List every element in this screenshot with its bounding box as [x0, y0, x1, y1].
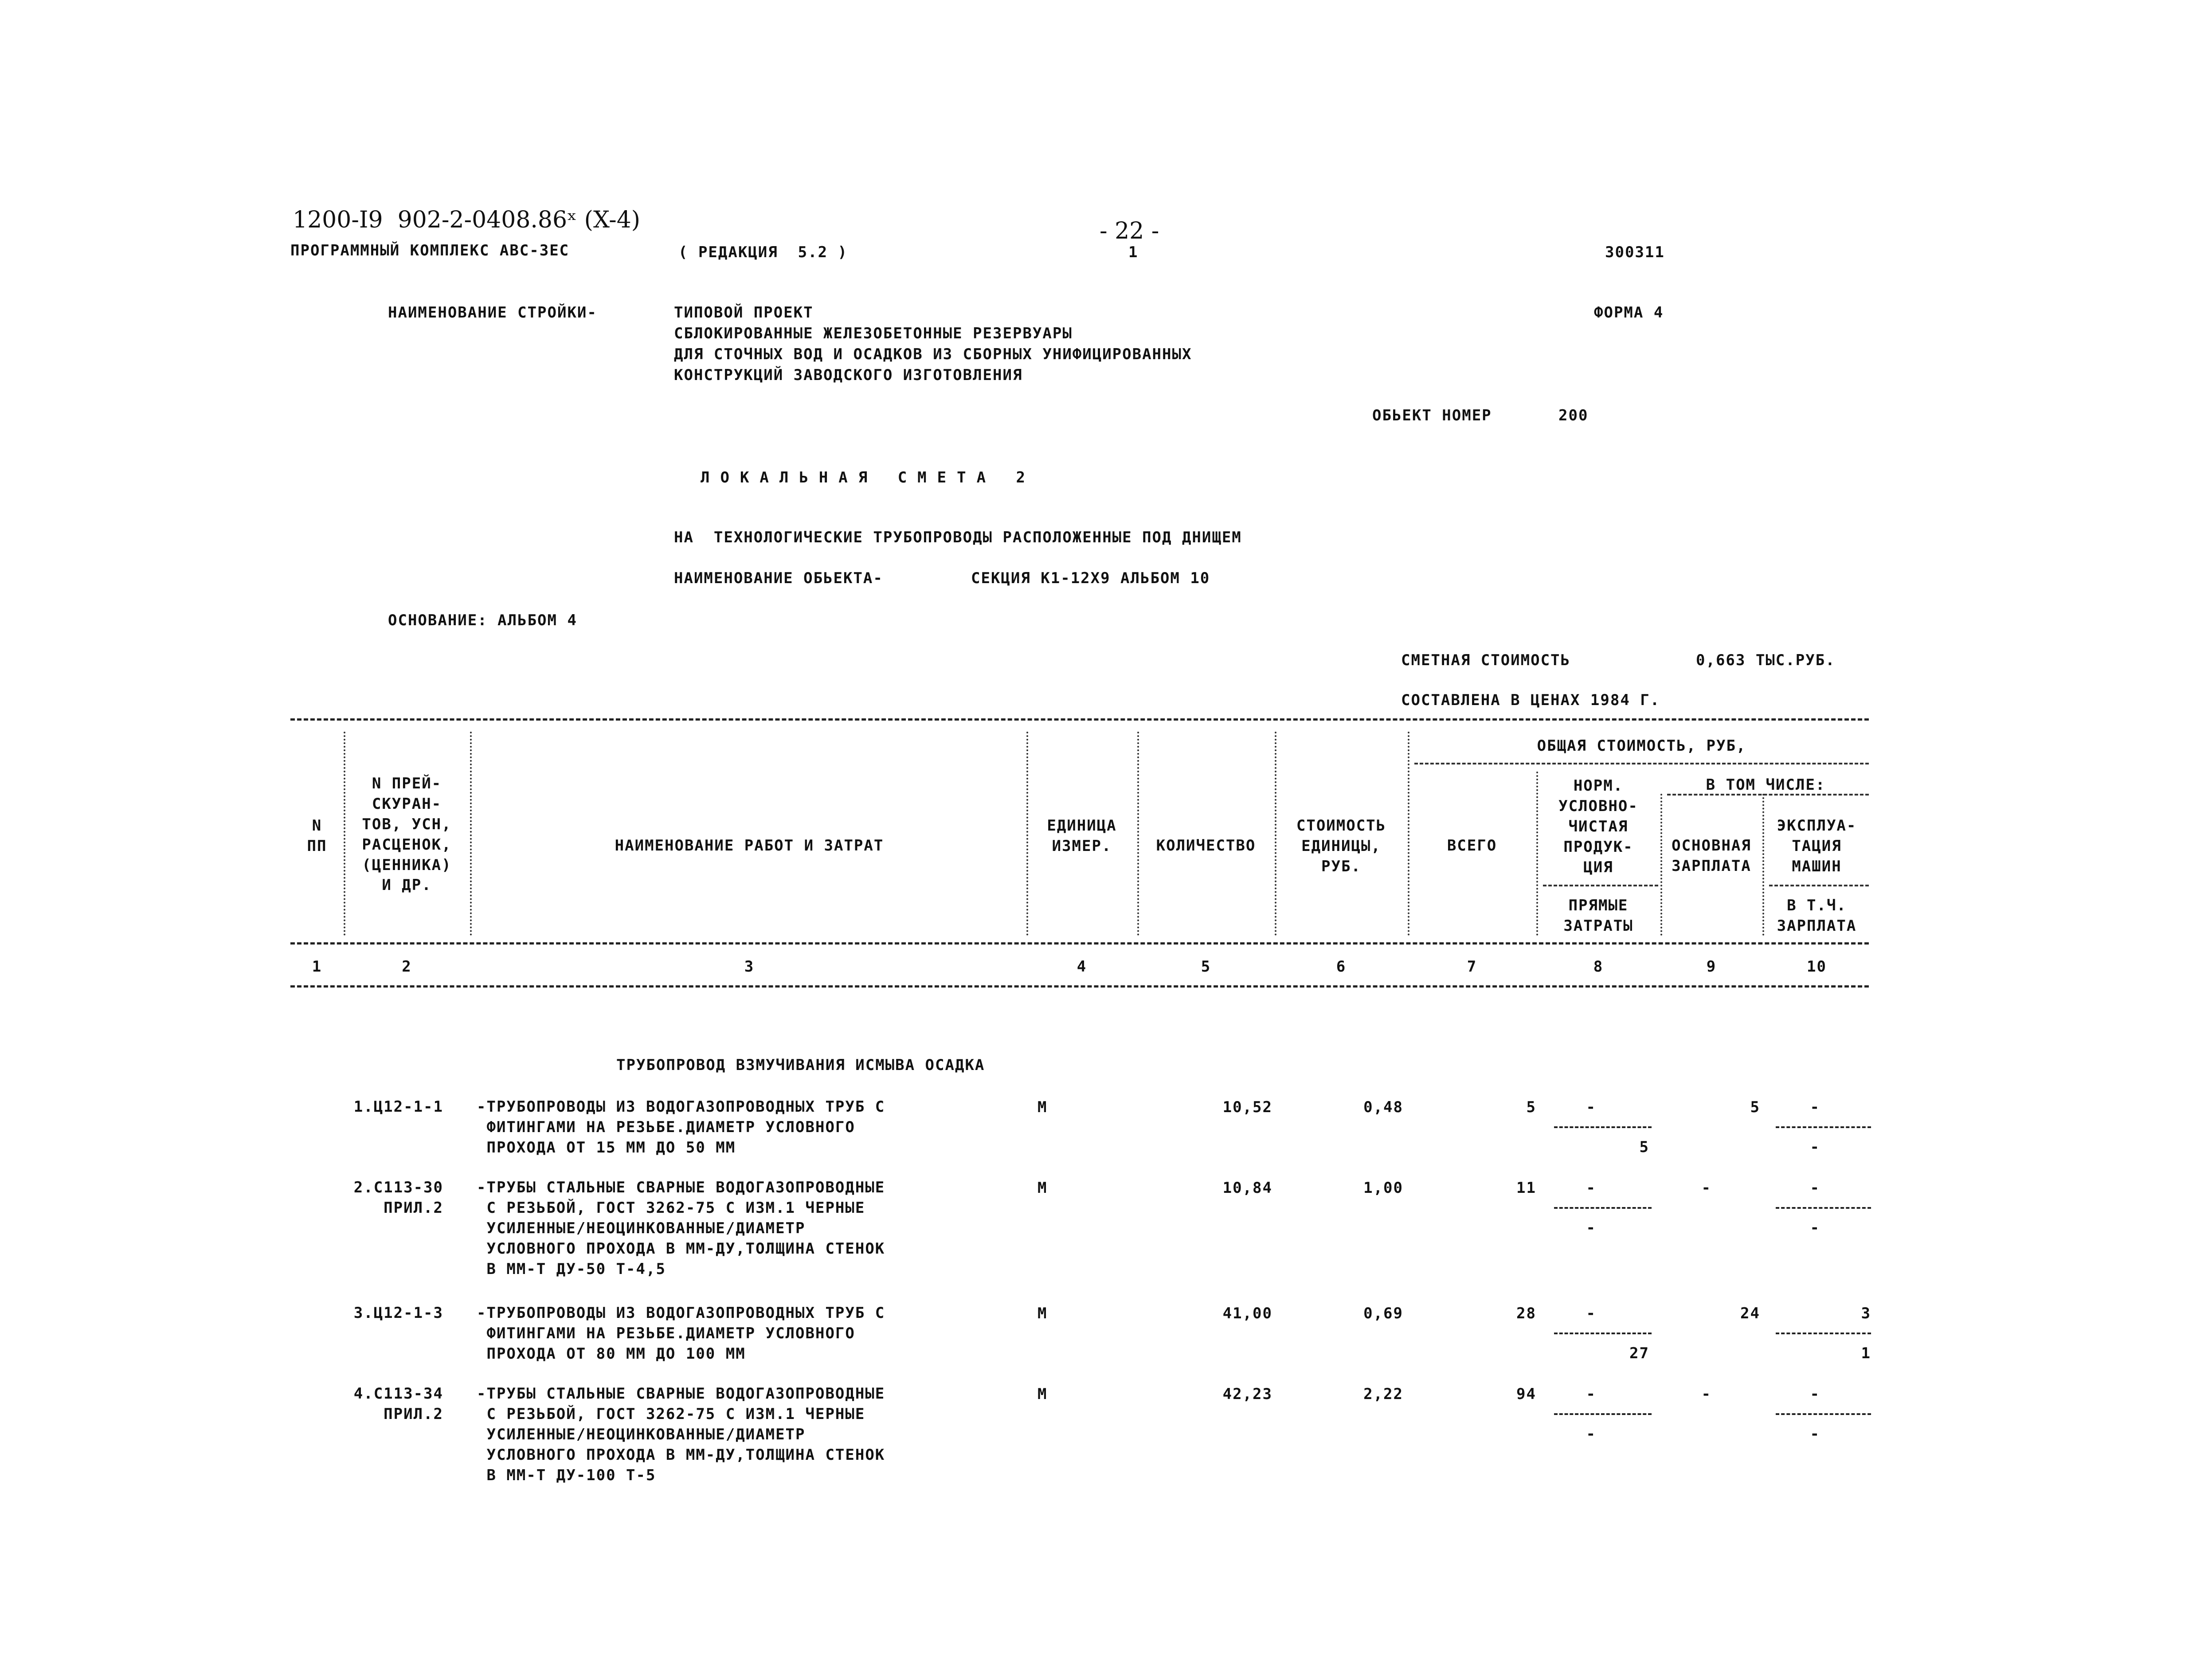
- item-unit-price: 2,22: [1363, 1385, 1403, 1403]
- object-number-label: ОБЬЕКТ НОМЕР: [1372, 407, 1492, 424]
- header-col-5: КОЛИЧЕСТВО: [1156, 837, 1256, 854]
- item-unit: М: [1037, 1385, 1048, 1403]
- item-col8-top: -: [1586, 1385, 1596, 1403]
- item-quantity: 42,23: [1222, 1385, 1272, 1403]
- item-total: 28: [1516, 1305, 1536, 1322]
- col-separator: [1026, 732, 1028, 936]
- cost-label: СМЕТНАЯ СТОИМОСТЬ: [1401, 651, 1570, 669]
- item-code: 3.Ц12-1-3: [353, 1304, 443, 1322]
- header-col-10-bottom: В Т.Ч. ЗАРПЛАТА: [1777, 897, 1857, 935]
- form-number: ФОРМА 4: [1594, 304, 1664, 321]
- item-description: -ТРУБОПРОВОДЫ ИЗ ВОДОГАЗОПРОВОДНЫХ ТРУБ С ФИТИНГАМИ НА РЕЗЬБЕ.ДИАМЕТР УСЛОВНОГО ПРОХОДА ОТ 80 ММ ДО 100 ММ: [477, 1304, 885, 1363]
- item-col8-bottom: -: [1586, 1219, 1596, 1237]
- object-name: СЕКЦИЯ К1-12Х9 АЛЬБОМ 10: [971, 569, 1210, 587]
- item-col8-top: -: [1586, 1098, 1596, 1116]
- item-col8-bottom: 5: [1639, 1138, 1649, 1156]
- item-col9: -: [1701, 1179, 1711, 1197]
- col-separator: [1408, 732, 1409, 936]
- header-col-7: ВСЕГО: [1447, 837, 1497, 854]
- col-number-5: 5: [1201, 958, 1211, 976]
- header-total-cost: ОБЩАЯ СТОИМОСТЬ, РУБ,: [1537, 737, 1746, 755]
- item-col9: -: [1701, 1385, 1711, 1403]
- col-separator: [1275, 732, 1276, 936]
- total-cost-divider: [1414, 763, 1869, 764]
- program-name: ПРОГРАММНЫЙ КОМПЛЕКС АВС-3ЕС: [290, 242, 570, 259]
- item-col10-top: -: [1810, 1098, 1820, 1116]
- item-quantity: 41,00: [1222, 1305, 1272, 1322]
- header-col-2: N ПРЕЙ- СКУРАН- ТОВ, УСН, РАСЦЕНОК, (ЦЕННИКА) И ДР.: [362, 775, 452, 894]
- construction-line-3: ДЛЯ СТОЧНЫХ ВОД И ОСАДКОВ ИЗ СБОРНЫХ УНИФИЦИРОВАННЫХ: [674, 345, 1192, 363]
- object-number: 200: [1558, 407, 1589, 424]
- header-col-4: ЕДИНИЦА ИЗМЕР.: [1047, 817, 1117, 855]
- estimate-subject: НА ТЕХНОЛОГИЧЕСКИЕ ТРУБОПРОВОДЫ РАСПОЛОЖЕННЫЕ ПОД ДНИЩЕМ: [674, 529, 1242, 546]
- item-col10-divider: [1776, 1126, 1871, 1128]
- item-col9: 5: [1750, 1098, 1760, 1116]
- item-col8-divider: [1554, 1207, 1652, 1209]
- item-col8-bottom: 27: [1629, 1344, 1649, 1362]
- construction-line-2: СБЛОКИРОВАННЫЕ ЖЕЛЕЗОБЕТОННЫЕ РЕЗЕРВУАРЫ: [674, 325, 1073, 342]
- col-separator: [470, 732, 472, 936]
- construction-label: НАИМЕНОВАНИЕ СТРОЙКИ-: [388, 304, 597, 321]
- item-col8-divider: [1554, 1126, 1652, 1128]
- item-code: 4.С113-34 ПРИЛ.2: [353, 1385, 443, 1423]
- item-unit-price: 0,69: [1363, 1305, 1403, 1322]
- item-col8-top: -: [1586, 1305, 1596, 1322]
- col-number-2: 2: [402, 958, 412, 976]
- construction-line-1: ТИПОВОЙ ПРОЕКТ: [674, 304, 814, 321]
- numbers-bottom-border: [290, 985, 1869, 988]
- item-description: -ТРУБЫ СТАЛЬНЫЕ СВАРНЫЕ ВОДОГАЗОПРОВОДНЫЕ С РЕЗЬБОЙ, ГОСТ 3262-75 С ИЗМ.1 ЧЕРНЫЕ УСИЛЕННЫЕ/НЕОЦИНКОВАННЫЕ/ДИАМЕТР УСЛОВНОГО ПРОХОДА В ММ-ДУ,ТОЛЩИНА СТЕНОК В ММ-Т ДУ-50 Т-4,5: [477, 1179, 885, 1278]
- estimate-title: ЛОКАЛЬНАЯ СМЕТА 2: [701, 469, 1036, 486]
- col-separator: [1137, 732, 1139, 936]
- item-code: 2.С113-30 ПРИЛ.2: [353, 1179, 443, 1217]
- item-col10-top: -: [1810, 1179, 1820, 1197]
- col-separator: [1660, 794, 1662, 936]
- header-bottom-border: [290, 942, 1869, 945]
- col-separator: [1536, 772, 1538, 936]
- header-including: В ТОМ ЧИСЛЕ:: [1706, 776, 1826, 794]
- item-total: 5: [1526, 1098, 1536, 1116]
- col-number-6: 6: [1336, 958, 1347, 976]
- basis: ОСНОВАНИЕ: АЛЬБОМ 4: [388, 611, 577, 629]
- header-col-6: СТОИМОСТЬ ЕДИНИЦЫ, РУБ.: [1296, 817, 1386, 875]
- col-number-4: 4: [1077, 958, 1087, 976]
- col-separator: [344, 732, 345, 936]
- item-col8-bottom: -: [1586, 1425, 1596, 1443]
- item-unit: М: [1037, 1305, 1048, 1322]
- item-col10-divider: [1776, 1207, 1871, 1209]
- item-col10-divider: [1776, 1333, 1871, 1334]
- col-number-7: 7: [1467, 958, 1477, 976]
- col8-divider: [1543, 885, 1658, 886]
- item-col10-bottom: -: [1810, 1425, 1820, 1443]
- header-col-8-top: НОРМ. УСЛОВНО- ЧИСТАЯ ПРОДУК- ЦИЯ: [1558, 777, 1638, 876]
- page-number: - 22 -: [1100, 218, 1159, 244]
- object-name-label: НАИМЕНОВАНИЕ ОБЬЕКТА-: [674, 569, 883, 587]
- col-separator: [1762, 794, 1764, 936]
- item-unit-price: 1,00: [1363, 1179, 1403, 1197]
- section-title: ТРУБОПРОВОД ВЗМУЧИВАНИЯ ИСМЫВА ОСАДКА: [616, 1056, 985, 1074]
- header-col-3: НАИМЕНОВАНИЕ РАБОТ И ЗАТРАТ: [615, 837, 884, 854]
- col-number-8: 8: [1593, 958, 1604, 976]
- col-number-1: 1: [312, 958, 322, 976]
- item-unit: М: [1037, 1179, 1048, 1197]
- item-col8-divider: [1554, 1333, 1652, 1334]
- sheet-number: 1: [1128, 243, 1139, 261]
- col-number-3: 3: [744, 958, 755, 976]
- item-col10-bottom: -: [1810, 1138, 1820, 1156]
- header-col-8-bottom: ПРЯМЫЕ ЗАТРАТЫ: [1563, 897, 1633, 935]
- item-quantity: 10,84: [1222, 1179, 1272, 1197]
- item-description: -ТРУБЫ СТАЛЬНЫЕ СВАРНЫЕ ВОДОГАЗОПРОВОДНЫЕ С РЕЗЬБОЙ, ГОСТ 3262-75 С ИЗМ.1 ЧЕРНЫЕ УСИЛЕННЫЕ/НЕОЦИНКОВАННЫЕ/ДИАМЕТР УСЛОВНОГО ПРОХОДА В ММ-ДУ,ТОЛЩИНА СТЕНОК В ММ-Т ДУ-100 Т-5: [477, 1385, 885, 1484]
- item-col10-top: -: [1810, 1385, 1820, 1403]
- cost-value: 0,663 ТЫС.РУБ.: [1696, 651, 1836, 669]
- item-total: 94: [1516, 1385, 1536, 1403]
- item-unit-price: 0,48: [1363, 1098, 1403, 1116]
- item-col10-bottom: -: [1810, 1219, 1820, 1237]
- item-col10-divider: [1776, 1413, 1871, 1415]
- col-number-10: 10: [1807, 958, 1827, 976]
- code-right: 300311: [1605, 243, 1665, 261]
- item-col8-top: -: [1586, 1179, 1596, 1197]
- header-col-9: ОСНОВНАЯ ЗАРПЛАТА: [1672, 837, 1751, 875]
- document-code: 1200-I9 902-2-0408.86ˣ (X-4): [293, 207, 641, 233]
- header-col-10-top: ЭКСПЛУА- ТАЦИЯ МАШИН: [1777, 817, 1857, 875]
- col10-divider: [1769, 885, 1869, 886]
- construction-line-4: КОНСТРУКЦИЙ ЗАВОДСКОГО ИЗГОТОВЛЕНИЯ: [674, 366, 1023, 384]
- item-quantity: 10,52: [1222, 1098, 1272, 1116]
- col-number-9: 9: [1706, 958, 1717, 976]
- item-code: 1.Ц12-1-1: [353, 1098, 443, 1116]
- prices-note: СОСТАВЛЕНА В ЦЕНАХ 1984 Г.: [1401, 691, 1660, 709]
- item-total: 11: [1516, 1179, 1536, 1197]
- item-col10-bottom: 1: [1861, 1344, 1871, 1362]
- header-col-1: N ПП: [307, 817, 327, 855]
- item-col8-divider: [1554, 1413, 1652, 1415]
- item-unit: М: [1037, 1098, 1048, 1116]
- item-col10-top: 3: [1861, 1305, 1871, 1322]
- header-top-border: [290, 718, 1869, 721]
- edition: ( РЕДАКЦИЯ 5.2 ): [678, 243, 848, 261]
- item-description: -ТРУБОПРОВОДЫ ИЗ ВОДОГАЗОПРОВОДНЫХ ТРУБ С ФИТИНГАМИ НА РЕЗЬБЕ.ДИАМЕТР УСЛОВНОГО ПРОХОДА ОТ 15 ММ ДО 50 ММ: [477, 1098, 885, 1156]
- item-col9: 24: [1740, 1305, 1760, 1322]
